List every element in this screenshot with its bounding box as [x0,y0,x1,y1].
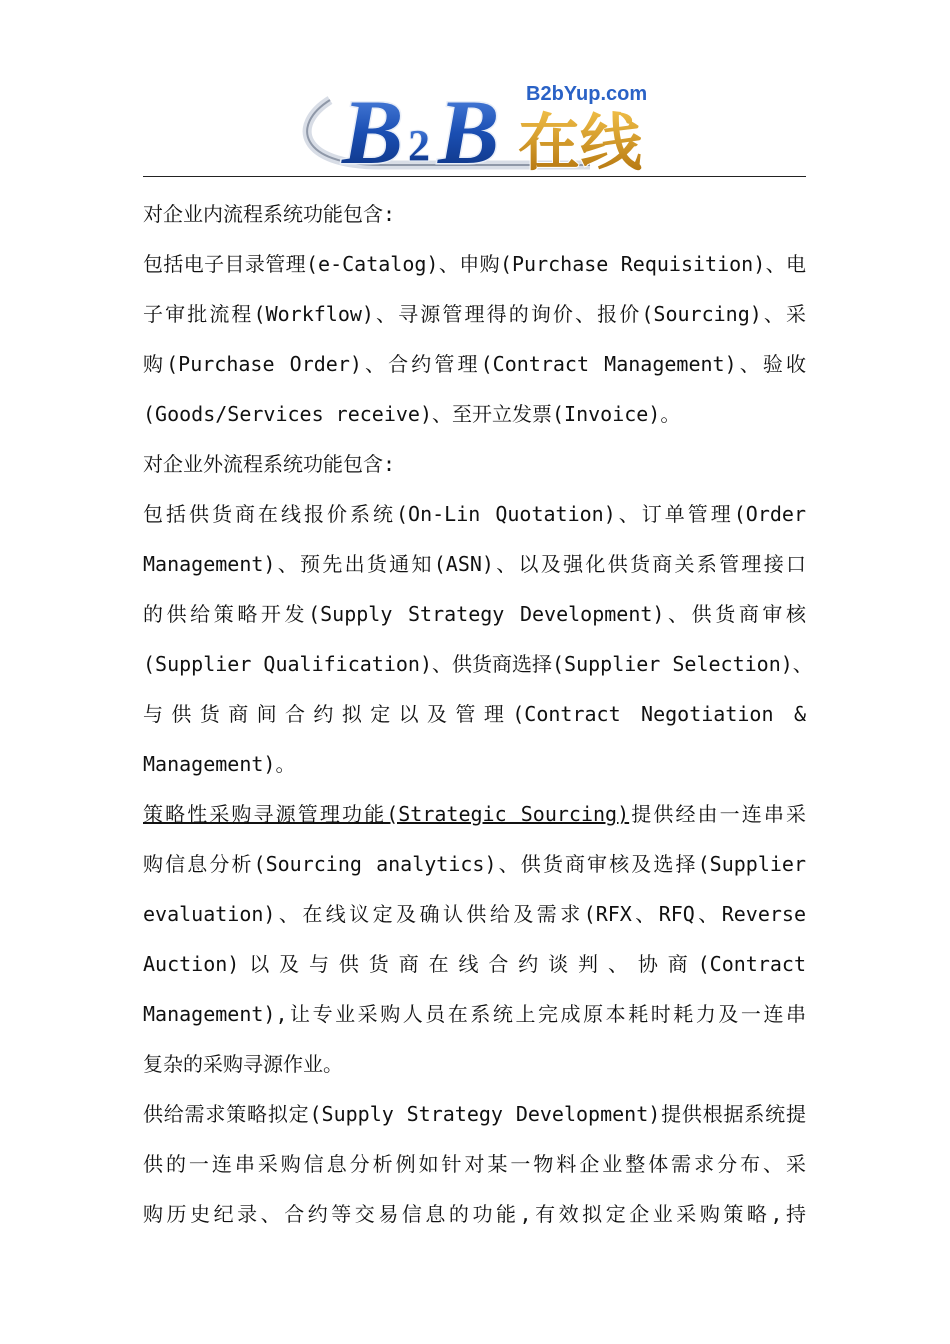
text-line: Auction)以及与供货商在线合约谈判、协商(Contract [143,952,806,976]
logo-zaixian-glyph: 在线 [518,106,643,175]
document-body [143,189,813,1239]
text-line: Management)、预先出货通知(ASN)、以及强化供货商关系管理接口 [143,552,806,576]
text-line: 供的一连串采购信息分析例如针对某一物料企业整体需求分布、采 [143,1152,806,1176]
text-line: 供给需求策略拟定(Supply Strategy Development)提供根据系统提 [143,1102,806,1126]
b2b-logo-graphic [290,70,670,175]
text-line: (Goods/Services receive)、至开立发票(Invoice)。 [143,402,681,426]
text-line: (Supplier Qualification)、供货商选择(Supplier Selection)、 [143,652,813,676]
strategic-sourcing-term: 策略性采购寻源管理功能(Strategic Sourcing) [143,802,630,826]
logo-domain: B2bYup.com [526,83,648,105]
text-line: Management)。 [143,752,296,776]
heading-external-functions: 对企业外流程系统功能包含: [143,452,396,476]
b2b-logo [290,70,670,175]
text-line: 的供给策略开发(Supply Strategy Development)、供货商审核 [143,602,806,626]
text-line: Management),让专业采购人员在系统上完成原本耗时耗力及一连串 [143,1002,806,1026]
paragraph-external-functions [143,489,813,789]
logo-2-glyph: 2 [408,121,430,170]
text-line: 包括电子目录管理(e-Catalog)、申购(Purchase Requisition)、电 [143,252,806,276]
header-rule [143,176,806,177]
text-line [143,789,806,839]
paragraph-internal-functions [143,239,806,439]
paragraph-strategic-sourcing [143,789,806,1089]
paragraph-supply-strategy [143,1089,806,1239]
text-line: 与供货商间合约拟定以及管理(Contract Negotiation & [143,702,806,726]
text-line: 子审批流程(Workflow)、寻源管理得的询价、报价(Sourcing)、采 [143,302,806,326]
text-line: 购(Purchase Order)、合约管理(Contract Management)、验收 [143,352,806,376]
logo-b1-glyph: B [342,81,404,175]
text-line: 购历史纪录、合约等交易信息的功能,有效拟定企业采购策略,持 [143,1202,806,1226]
text-line: 购信息分析(Sourcing analytics)、供货商审核及选择(Supplier [143,852,806,876]
text-line: 包括供货商在线报价系统(On-Lin Quotation)、订单管理(Order [143,502,806,526]
text-line: evaluation)、在线议定及确认供给及需求(RFX、RFQ、Reverse [143,902,806,926]
text-line: 复杂的采购寻源作业。 [143,1052,343,1076]
logo-b2-glyph: B [438,81,500,175]
heading-internal-functions: 对企业内流程系统功能包含: [143,202,396,226]
text-run: 提供经由一连串采 [629,802,806,826]
